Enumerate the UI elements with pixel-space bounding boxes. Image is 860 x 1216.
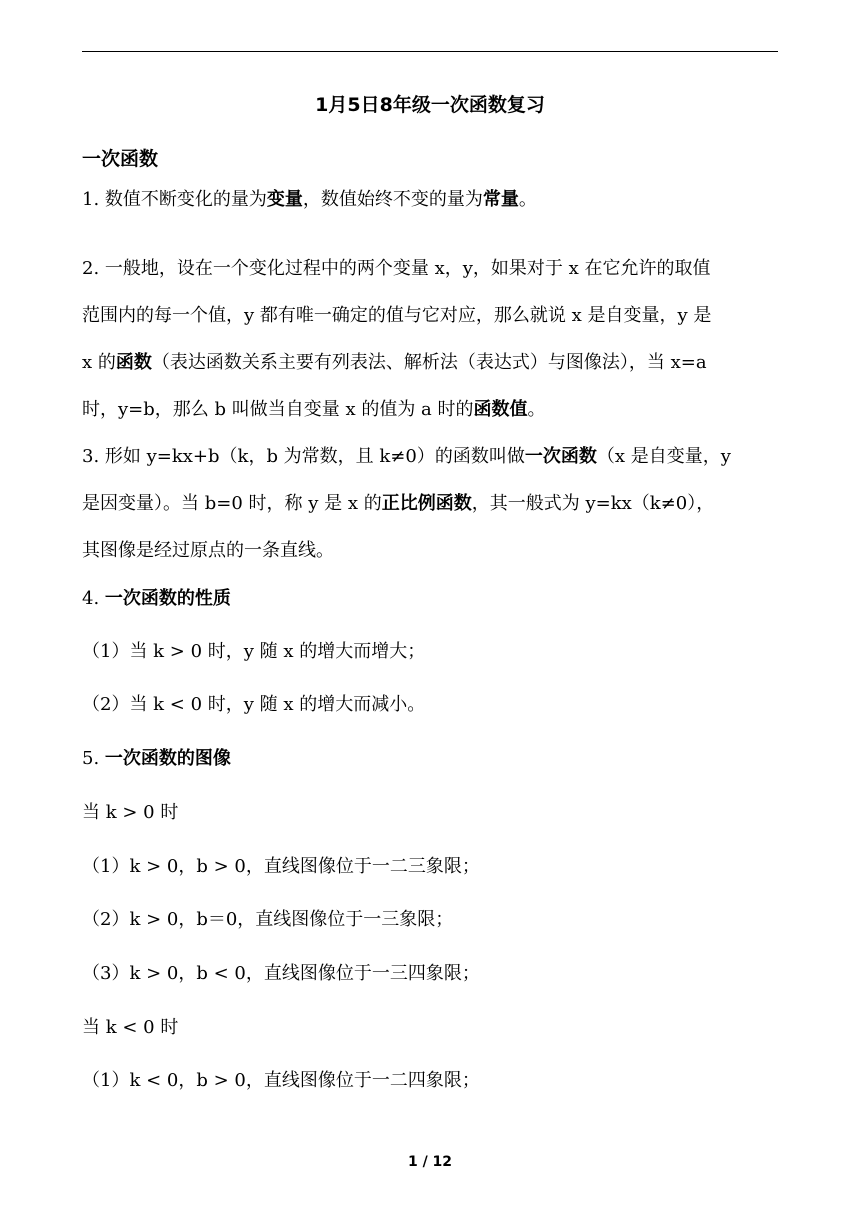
term-constant: 常量	[482, 189, 519, 210]
p3-line-1	[82, 433, 778, 480]
term-linear-function: 一次函数	[524, 446, 597, 467]
header-rule	[82, 51, 778, 52]
section-5-title: 一次函数的图像	[104, 748, 231, 769]
paragraph-2	[82, 245, 778, 433]
p3-line-2c: ，其一般式为 y=kx（k≠0），	[471, 493, 715, 514]
p3-line-2a: 是因变量）。当 b=0 时，称 y 是 x 的	[82, 493, 382, 514]
p2-line-1: 2. 一般地，设在一个变化过程中的两个变量 x，y，如果对于 x 在它允许的取值	[82, 258, 711, 279]
p1-text-c: ，数值始终不变的量为	[302, 189, 483, 210]
p3-line-1c: （x 是自变量，y	[596, 446, 731, 467]
p3-line-3: 其图像是经过原点的一条直线。	[82, 540, 334, 561]
p1-text-a: 1. 数值不断变化的量为	[82, 189, 267, 210]
p2-line-4a: 时，y=b，那么 b 叫做当自变量 x 的值为 a 时的	[82, 399, 474, 420]
p1-text-e: 。	[518, 189, 537, 210]
graph-item-pos-3: （3）k > 0，b < 0，直线图像位于一三四象限；	[82, 963, 480, 984]
property-item-2: （2）当 k < 0 时，y 随 x 的增大而减小。	[82, 694, 426, 715]
case-k-positive: 当 k > 0 时	[82, 802, 179, 823]
p2-line-4	[82, 386, 778, 433]
graph-item-pos-2: （2）k > 0，b＝0，直线图像位于一三象限；	[82, 909, 454, 930]
p3-line-1a: 3. 形如 y=kx+b（k，b 为常数，且 k≠0）的函数叫做	[82, 446, 525, 467]
section-5-number: 5.	[82, 748, 105, 769]
p2-line-2: 范围内的每一个值，y 都有唯一确定的值与它对应，那么就说 x 是自变量，y 是	[82, 305, 712, 326]
section-5-heading	[82, 744, 231, 774]
p2-line-3c: （表达函数关系主要有列表法、解析法（表达式）与图像法），当 x=a	[151, 352, 707, 373]
paragraph-1	[82, 176, 778, 223]
section-4-title: 一次函数的性质	[104, 588, 231, 609]
graph-item-neg-1: （1）k < 0，b > 0，直线图像位于一二四象限；	[82, 1070, 480, 1091]
section-heading: 一次函数	[82, 148, 159, 170]
p2-line-4c: 。	[527, 399, 546, 420]
p2-line-3	[82, 339, 778, 386]
page-number: 1 / 12	[407, 1154, 453, 1170]
graph-item-pos-1: （1）k > 0，b > 0，直线图像位于一二三象限；	[82, 856, 480, 877]
property-item-1: （1）当 k > 0 时，y 随 x 的增大而增大；	[82, 641, 426, 662]
term-function: 函数	[115, 352, 152, 373]
term-proportional-function: 正比例函数	[381, 493, 472, 514]
paragraph-3	[82, 433, 778, 574]
term-variable: 变量	[266, 189, 303, 210]
section-4-heading	[82, 584, 231, 614]
section-4-number: 4.	[82, 588, 105, 609]
p3-line-2	[82, 480, 778, 527]
term-function-value: 函数值	[473, 399, 528, 420]
document-title: 1月5日8年级一次函数复习	[315, 94, 545, 116]
p2-line-3a: x 的	[82, 352, 116, 373]
case-k-negative: 当 k < 0 时	[82, 1017, 179, 1038]
